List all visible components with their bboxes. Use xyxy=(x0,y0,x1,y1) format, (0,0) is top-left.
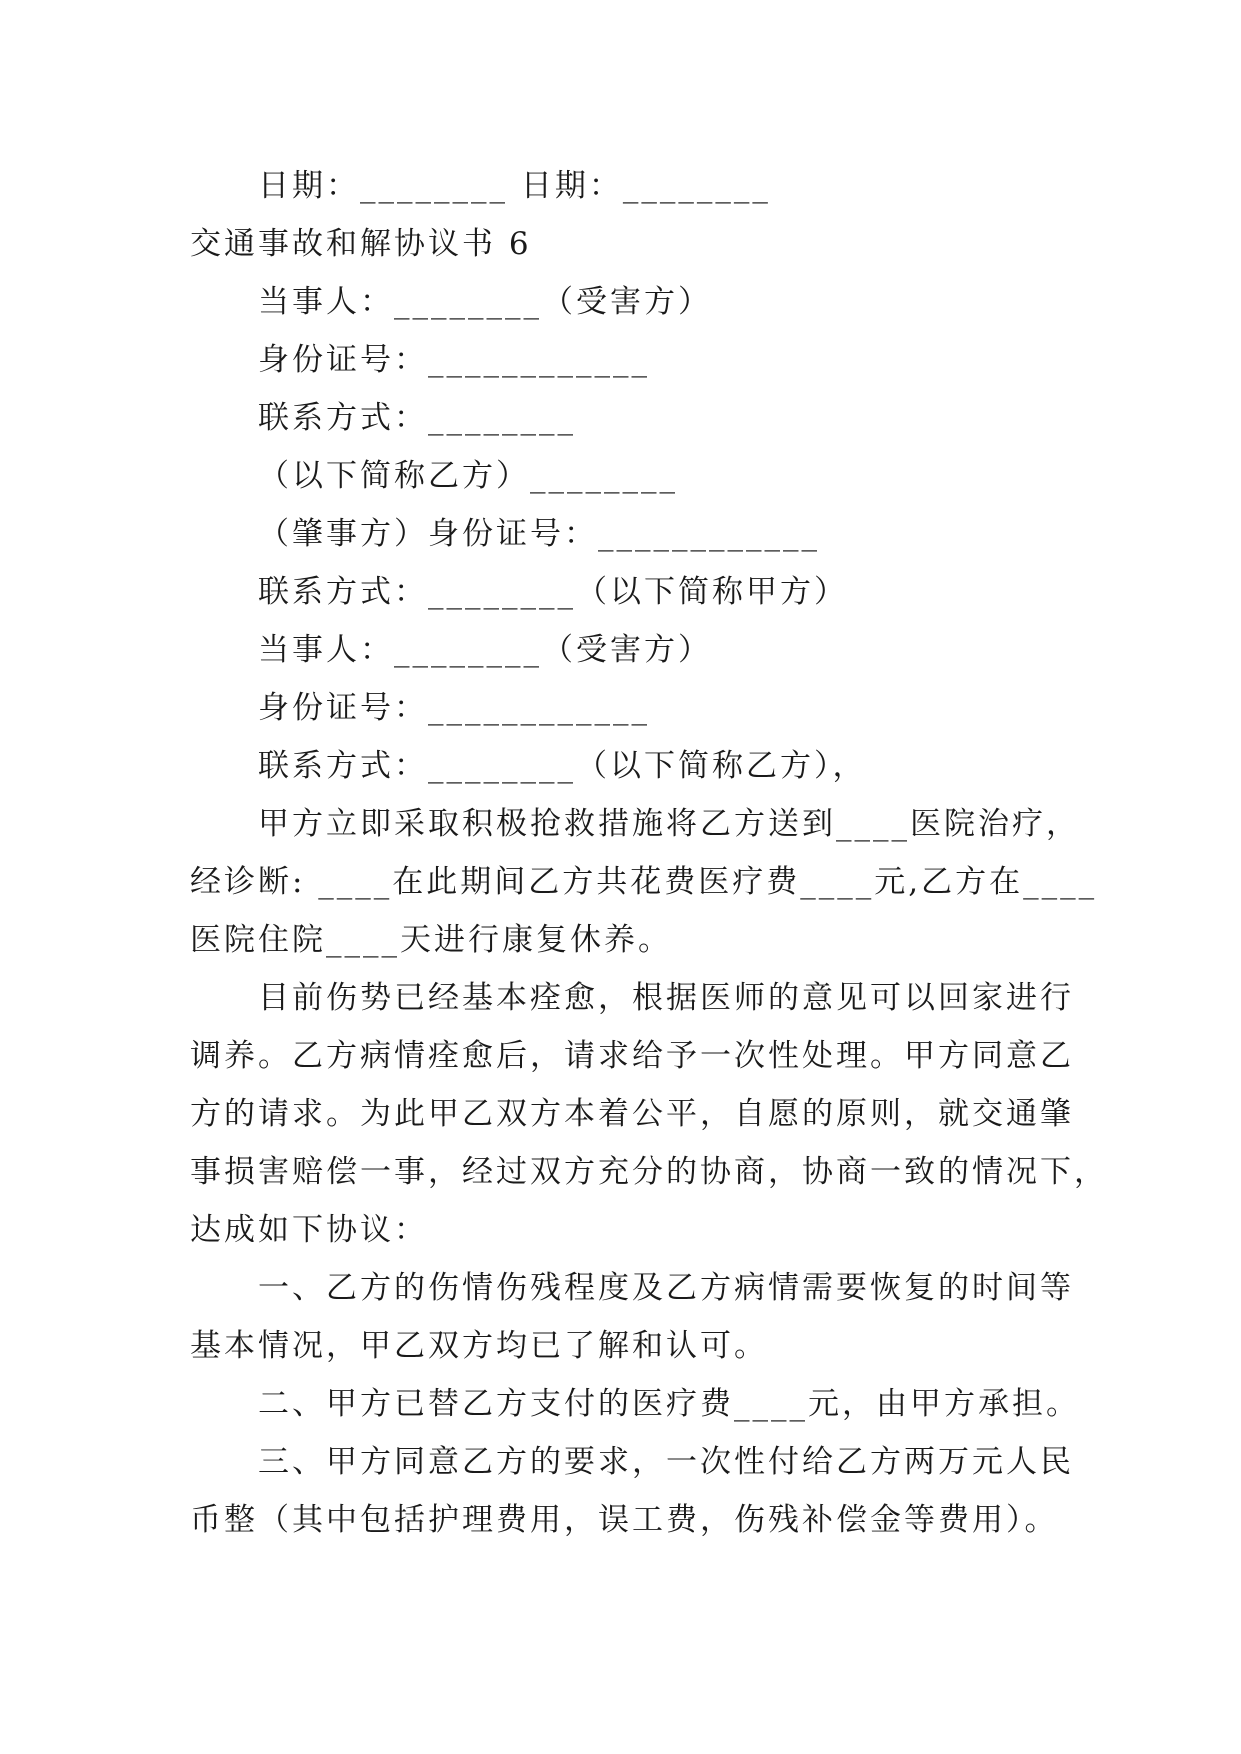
item1-line: 基本情况，甲乙双方均已了解和认可。 xyxy=(190,1328,768,1364)
party1-name: 当事人：________（受害方） xyxy=(258,284,712,320)
abbrev-b: （以下简称乙方）________ xyxy=(258,458,678,494)
document-title: 交通事故和解协议书 6 xyxy=(190,226,532,262)
para2-line: 事损害赔偿一事，经过双方充分的协商，协商一致的情况下， xyxy=(190,1154,1108,1190)
party3-contact: 联系方式：________（以下简称乙方）， xyxy=(258,748,867,784)
party2-id: （肇事方）身份证号：____________ xyxy=(258,516,820,552)
para2-line: 调养。乙方病情痊愈后，请求给予一次性处理。甲方同意乙 xyxy=(190,1038,1074,1074)
para2-line: 目前伤势已经基本痊愈，根据医师的意见可以回家进行 xyxy=(258,980,1074,1016)
item1-line: 一、乙方的伤情伤残程度及乙方病情需要恢复的时间等 xyxy=(258,1270,1074,1306)
para2-line: 方的请求。为此甲乙双方本着公平，自愿的原则，就交通肇 xyxy=(190,1096,1074,1132)
party3-name: 当事人：________（受害方） xyxy=(258,632,712,668)
party2-contact: 联系方式：________（以下简称甲方） xyxy=(258,574,848,610)
date-line: 日期：________ 日期：________ xyxy=(258,168,771,204)
para1-line: 甲方立即采取积极抢救措施将乙方送到____医院治疗， xyxy=(258,806,1080,842)
item2-line: 二、甲方已替乙方支付的医疗费____元，由甲方承担。 xyxy=(258,1386,1080,1422)
party1-id: 身份证号：____________ xyxy=(258,342,650,378)
item3-line: 三、甲方同意乙方的要求，一次性付给乙方两万元人民 xyxy=(258,1444,1074,1480)
item3-line: 币整（其中包括护理费用，误工费，伤残补偿金等费用）。 xyxy=(190,1502,1059,1538)
para1-line: 经诊断: ____在此期间乙方共花费医疗费____元,乙方在____ xyxy=(190,864,1098,900)
party1-contact: 联系方式：________ xyxy=(258,400,576,436)
para2-line: 达成如下协议： xyxy=(190,1212,428,1248)
party3-id: 身份证号：____________ xyxy=(258,690,650,726)
para1-line: 医院住院____天进行康复休养。 xyxy=(190,922,672,958)
